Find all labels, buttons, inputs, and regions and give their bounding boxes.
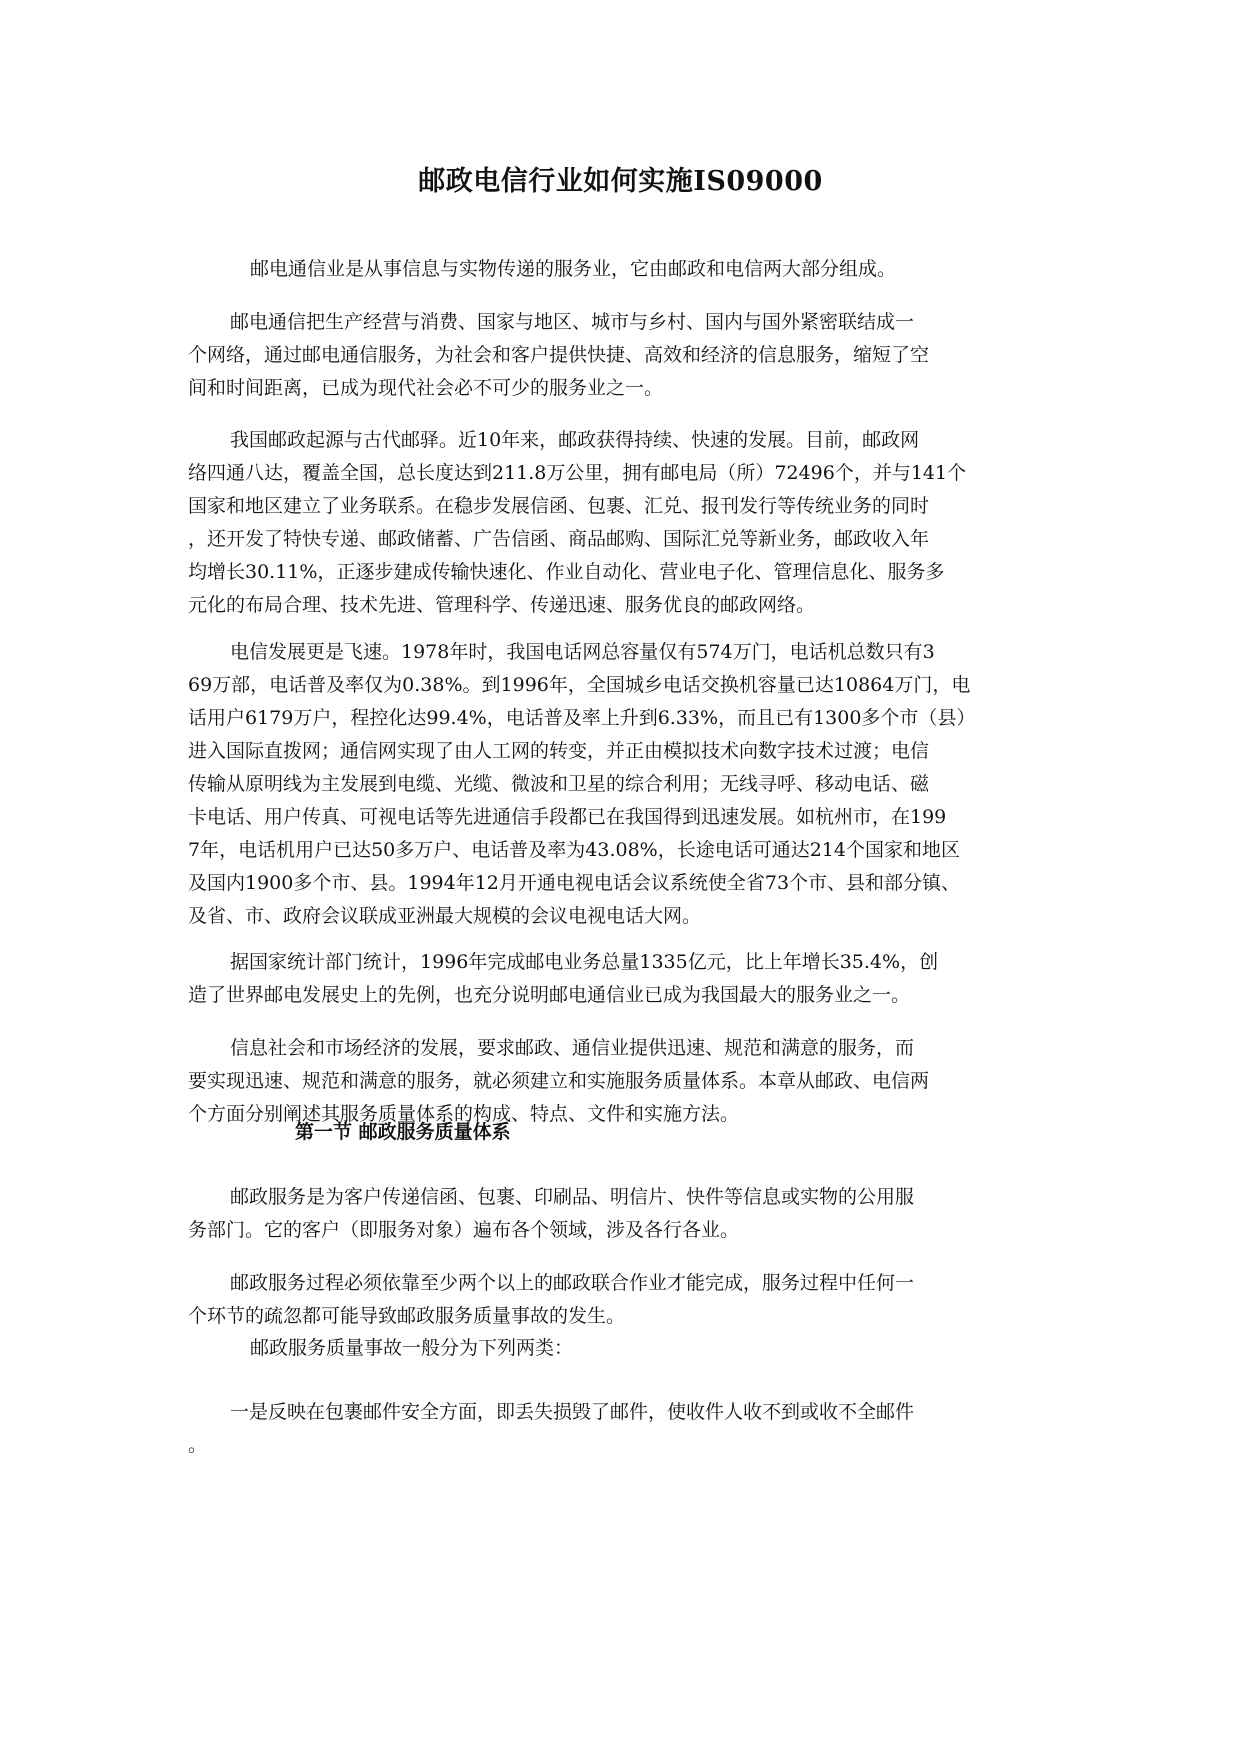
paragraph-line: 话用户6179万户，程控化达99.4%，电话普及率上升到6.33%，而且已有1300多个市（县）: [188, 707, 976, 729]
paragraph-line: 要实现迅速、规范和满意的服务，就必须建立和实施服务质量体系。本章从邮政、电信两: [188, 1070, 930, 1092]
paragraph-line: 我国邮政起源与古代邮驿。近10年来，邮政获得持续、快速的发展。目前，邮政网: [230, 429, 920, 451]
paragraph-line: 个方面分别阐述其服务质量体系的构成、特点、文件和实施方法。: [188, 1103, 740, 1125]
paragraph-line: 一是反映在包裹邮件安全方面，即丢失损毁了邮件，使收件人收不到或收不全邮件: [230, 1401, 915, 1423]
paragraph-line: 造了世界邮电发展史上的先例，也充分说明邮电通信业已成为我国最大的服务业之一。: [188, 984, 911, 1006]
paragraph-postal-process: [188, 1267, 1058, 1333]
paragraph-accident-type-one: [188, 1396, 1058, 1462]
paragraph-network: [188, 306, 1058, 405]
paragraph-line: 69万部，电话普及率仅为0.38%。到1996年，全国城乡电话交换机容量已达10864万门，电: [188, 674, 971, 696]
paragraph-line: 及国内1900多个市、县。1994年12月开通电视电话会议系统使全省73个市、县和部分镇、: [188, 872, 961, 894]
paragraph-line: ，还开发了特快专递、邮政储蓄、广告信函、商品邮购、国际汇兑等新业务，邮政收入年: [188, 528, 930, 550]
paragraph-line: 电信发展更是飞速。1978年时，我国电话网总容量仅有574万门，电话机总数只有3: [230, 641, 935, 663]
paragraph-line: 络四通八达，覆盖全国，总长度达到211.8万公里，拥有邮电局（所）72496个，并与141个: [188, 462, 967, 484]
paragraph-line: 邮政服务是为客户传递信函、包裹、印刷品、明信片、快件等信息或实物的公用服: [230, 1186, 915, 1208]
paragraph-line: 。: [188, 1434, 208, 1456]
paragraph-line: 务部门。它的客户（即服务对象）遍布各个领域，涉及各行各业。: [188, 1219, 740, 1241]
paragraph-line: 元化的布局合理、技术先进、管理科学、传递迅速、服务优良的邮政网络。: [188, 594, 816, 616]
paragraph-line: 均增长30.11%，正逐步建成传输快速化、作业自动化、营业电子化、管理信息化、服务多: [188, 561, 945, 583]
paragraph-line: 7年，电话机用户已达50多万户、电话普及率为43.08%，长途电话可通达214个国家和地区: [188, 839, 960, 861]
paragraph-line: 传输从原明线为主发展到电缆、光缆、微波和卫星的综合利用；无线寻呼、移动电话、磁: [188, 773, 930, 795]
paragraph-line: 进入国际直拨网；通信网实现了由人工网的转变，并正由模拟技术向数字技术过渡；电信: [188, 740, 930, 762]
paragraph-postal-service: [188, 1181, 1058, 1247]
paragraph-line: 卡电话、用户传真、可视电话等先进通信手段都已在我国得到迅速发展。如杭州市，在199: [188, 806, 947, 828]
document-title: 邮政电信行业如何实施IS09000: [418, 166, 823, 197]
paragraph-line: 国家和地区建立了业务联系。在稳步发展信函、包裹、汇兑、报刊发行等传统业务的同时: [188, 495, 930, 517]
paragraph-postal-history: [188, 424, 1058, 622]
paragraph-line: 信息社会和市场经济的发展，要求邮政、通信业提供迅速、规范和满意的服务，而: [230, 1037, 915, 1059]
paragraph-line: 间和时间距离，已成为现代社会必不可少的服务业之一。: [188, 377, 664, 399]
paragraph-line: 个环节的疏忽都可能导致邮政服务质量事故的发生。: [188, 1305, 626, 1327]
paragraph-telecom-development: [188, 636, 1058, 933]
section-heading: 第一节 邮政服务质量体系: [295, 1121, 511, 1143]
paragraph-accident-types: 邮政服务质量事故一般分为下列两类：: [250, 1337, 574, 1359]
paragraph-line: 个网络，通过邮电通信服务，为社会和客户提供快捷、高效和经济的信息服务，缩短了空: [188, 344, 930, 366]
intro-paragraph: 邮电通信业是从事信息与实物传递的服务业，它由邮政和电信两大部分组成。: [250, 258, 897, 280]
paragraph-statistics: [188, 946, 1058, 1012]
paragraph-line: 据国家统计部门统计，1996年完成邮电业务总量1335亿元，比上年增长35.4%，创: [230, 951, 939, 973]
paragraph-line: 邮政服务过程必须依靠至少两个以上的邮政联合作业才能完成，服务过程中任何一: [230, 1272, 915, 1294]
paragraph-line: 及省、市、政府会议联成亚洲最大规模的会议电视电话大网。: [188, 905, 702, 927]
paragraph-line: 邮电通信把生产经营与消费、国家与地区、城市与乡村、国内与国外紧密联结成一: [230, 311, 915, 333]
